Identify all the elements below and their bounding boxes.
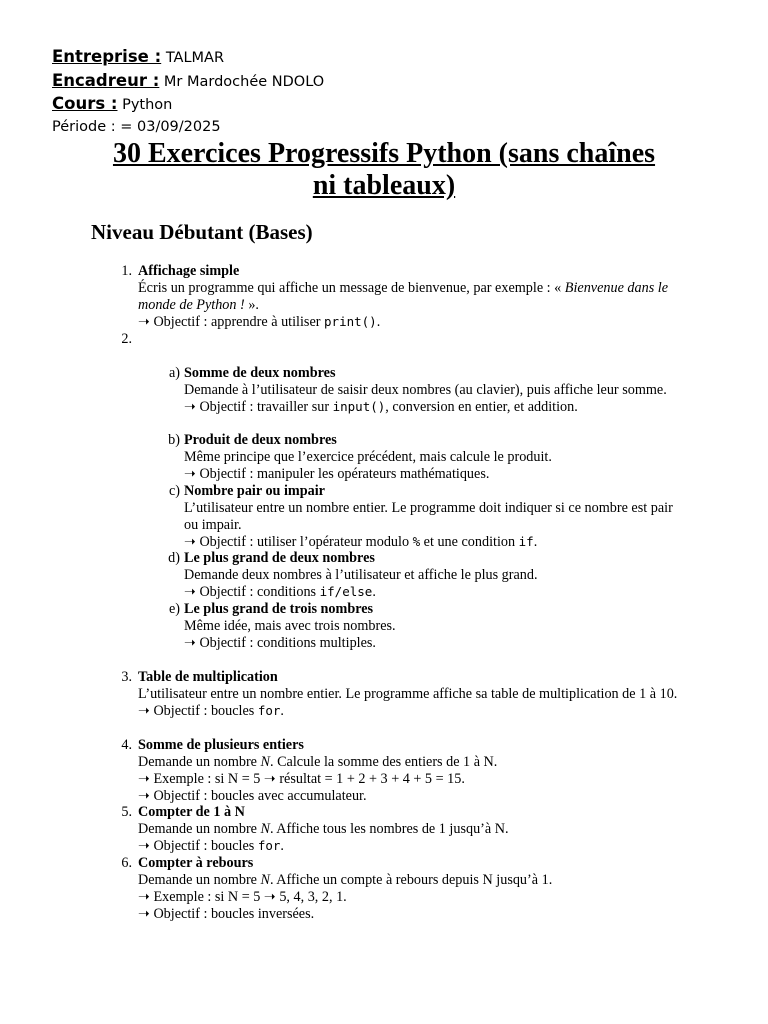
objective-text: Objectif : conditions multiples. — [195, 634, 376, 651]
exercise-number: 2. — [121, 331, 132, 347]
exercise-5 — [121, 804, 678, 855]
sub-label: d) — [168, 550, 180, 566]
section-title: Niveau Débutant (Bases) — [91, 220, 313, 244]
example-result: 5, 4, 3, 2, 1. — [275, 888, 347, 905]
sub-label: b) — [168, 432, 180, 448]
exercise-objective — [138, 838, 678, 855]
exercise-title: Somme de deux nombres — [184, 365, 336, 381]
objective-text: Objectif : boucles — [149, 837, 258, 854]
objective-text-mid: et une condition — [420, 533, 519, 550]
arrow-icon: ➝ — [138, 888, 150, 905]
exercise-6 — [121, 855, 678, 923]
cours-value: Python — [122, 97, 173, 113]
exercise-description: Demande deux nombres à l’utilisateur et affiche le plus grand. — [184, 566, 538, 583]
exercise-description — [138, 754, 678, 771]
objective-text: Objectif : utiliser l’opérateur modulo — [195, 533, 413, 550]
exercise-4 — [121, 737, 678, 805]
exercise-objective — [138, 906, 678, 923]
arrow-icon: ➝ — [138, 770, 150, 787]
desc-emphasis: N — [260, 871, 270, 888]
arrow-icon: ➝ — [138, 905, 150, 922]
cours-label: Cours : — [52, 94, 118, 113]
exercise-objective — [184, 534, 684, 551]
header-periode-line: Période : = 03/09/2025 — [52, 118, 221, 135]
objective-text: Objectif : conditions — [195, 583, 320, 600]
document-title: 30 Exercices Progressifs Python (sans chaînes ni tableaux) — [112, 138, 656, 201]
example-text: Exemple : si N = 5 — [149, 888, 264, 905]
exercise-2d — [168, 550, 684, 601]
exercise-3 — [121, 669, 678, 720]
exercise-objective — [184, 466, 684, 483]
objective-text-end: . — [280, 837, 284, 854]
result-arrow-icon: ➝ — [263, 888, 276, 905]
exercise-description: L’utilisateur entre un nombre entier. Le programme affiche sa table de multiplication de 1 à 10. — [138, 685, 678, 702]
objective-text-end: . — [533, 533, 538, 550]
exercise-title: Le plus grand de trois nombres — [184, 601, 374, 617]
arrow-icon: ➝ — [138, 313, 150, 330]
objective-text-end: . — [376, 313, 381, 330]
exercise-objective — [184, 635, 684, 652]
document-header — [52, 46, 712, 135]
exercise-objective — [184, 584, 684, 601]
entreprise-value: TALMAR — [165, 50, 225, 66]
desc-text-end: . Affiche un compte à rebours depuis N jusqu’à 1. — [270, 871, 553, 888]
desc-text-end: . Calcule la somme des entiers de 1 à N. — [270, 753, 498, 770]
exercise-2c — [168, 483, 684, 551]
exercise-number: 5. — [121, 804, 132, 820]
desc-emphasis: N — [260, 753, 270, 770]
desc-text: Écris un programme qui affiche un message de bienvenue, par exemple : « — [138, 279, 565, 296]
objective-text-end: . — [372, 583, 376, 600]
code-if: if — [518, 533, 534, 549]
objective-text: Objectif : travailler sur — [195, 398, 333, 415]
exercise-number: 6. — [121, 855, 132, 871]
desc-emphasis: Bienvenue dans le monde de Python ! — [138, 279, 669, 313]
arrow-icon: ➝ — [184, 533, 196, 550]
exercise-title: Compter à rebours — [138, 855, 254, 871]
exercise-description: Même idée, mais avec trois nombres. — [184, 617, 396, 634]
exercise-2a — [168, 365, 684, 416]
exercise-number: 4. — [121, 737, 132, 753]
objective-text: Objectif : boucles inversées. — [149, 905, 315, 922]
code-for: for — [257, 837, 281, 853]
code-input: input() — [332, 398, 386, 414]
header-entreprise-line — [52, 46, 712, 70]
desc-emphasis: N — [260, 820, 270, 837]
objective-text: Objectif : boucles — [149, 702, 258, 719]
exercise-example — [138, 889, 678, 906]
code-if-else: if/else — [319, 583, 373, 599]
code-modulo: % — [412, 533, 421, 549]
exercise-title: Produit de deux nombres — [184, 432, 337, 448]
exercise-objective — [138, 788, 678, 805]
arrow-icon: ➝ — [184, 634, 196, 651]
objective-text: Objectif : boucles avec accumulateur. — [149, 787, 367, 804]
exercise-example — [138, 771, 678, 788]
arrow-icon: ➝ — [138, 837, 150, 854]
desc-text-end: ». — [244, 296, 259, 313]
arrow-icon: ➝ — [138, 702, 150, 719]
exercise-number: 3. — [121, 669, 132, 685]
entreprise-label: Entreprise : — [52, 47, 162, 66]
encadreur-value: Mr Mardochée NDOLO — [163, 73, 325, 90]
desc-text: Demande un nombre — [138, 820, 261, 837]
result-arrow-icon: ➝ — [263, 770, 276, 787]
exercise-description: Même principe que l’exercice précédent, mais calcule le produit. — [184, 448, 552, 465]
exercise-title: Le plus grand de deux nombres — [184, 550, 375, 566]
exercise-objective — [138, 314, 678, 331]
exercise-title: Somme de plusieurs entiers — [138, 737, 304, 753]
header-encadreur-line — [52, 70, 712, 94]
sub-label: e) — [168, 601, 180, 617]
desc-text-end: . Affiche tous les nombres de 1 jusqu’à N. — [270, 820, 509, 837]
arrow-icon: ➝ — [184, 398, 196, 415]
exercise-description — [138, 821, 678, 838]
objective-text: Objectif : apprendre à utiliser — [149, 313, 325, 330]
arrow-icon: ➝ — [184, 583, 196, 600]
header-cours-line — [52, 93, 712, 117]
code-print: print() — [324, 313, 377, 329]
arrow-icon: ➝ — [138, 787, 150, 804]
desc-text: Demande un nombre — [138, 871, 261, 888]
objective-text: Objectif : manipuler les opérateurs mathématiques. — [195, 465, 490, 482]
example-result: résultat = 1 + 2 + 3 + 4 + 5 = 15. — [275, 770, 465, 787]
objective-text-end: . — [280, 702, 284, 719]
sub-label: c) — [168, 483, 180, 499]
objective-text-end: , conversion en entier, et addition. — [385, 398, 578, 415]
exercise-title: Compter de 1 à N — [138, 804, 245, 820]
exercise-description: L’utilisateur entre un nombre entier. Le programme doit indiquer si ce nombre est pair ou impair. — [184, 499, 673, 533]
exercise-objective — [184, 399, 684, 416]
exercise-title: Nombre pair ou impair — [184, 483, 325, 499]
exercise-1 — [121, 263, 678, 331]
example-text: Exemple : si N = 5 — [149, 770, 264, 787]
code-for: for — [257, 702, 281, 718]
sub-label: a) — [168, 365, 180, 381]
exercise-title: Table de multiplication — [138, 669, 278, 685]
exercise-2b — [168, 432, 684, 483]
exercise-title: Affichage simple — [138, 263, 240, 279]
exercise-description — [138, 280, 678, 314]
exercise-objective — [138, 703, 678, 720]
desc-text: Demande un nombre — [138, 753, 261, 770]
exercise-2e — [168, 601, 684, 652]
exercise-number: 1. — [121, 263, 132, 279]
exercise-description: Demande à l’utilisateur de saisir deux nombres (au clavier), puis affiche leur somme. — [184, 381, 667, 398]
arrow-icon: ➝ — [184, 465, 196, 482]
exercise-description — [138, 872, 678, 889]
encadreur-label: Encadreur : — [52, 70, 160, 90]
